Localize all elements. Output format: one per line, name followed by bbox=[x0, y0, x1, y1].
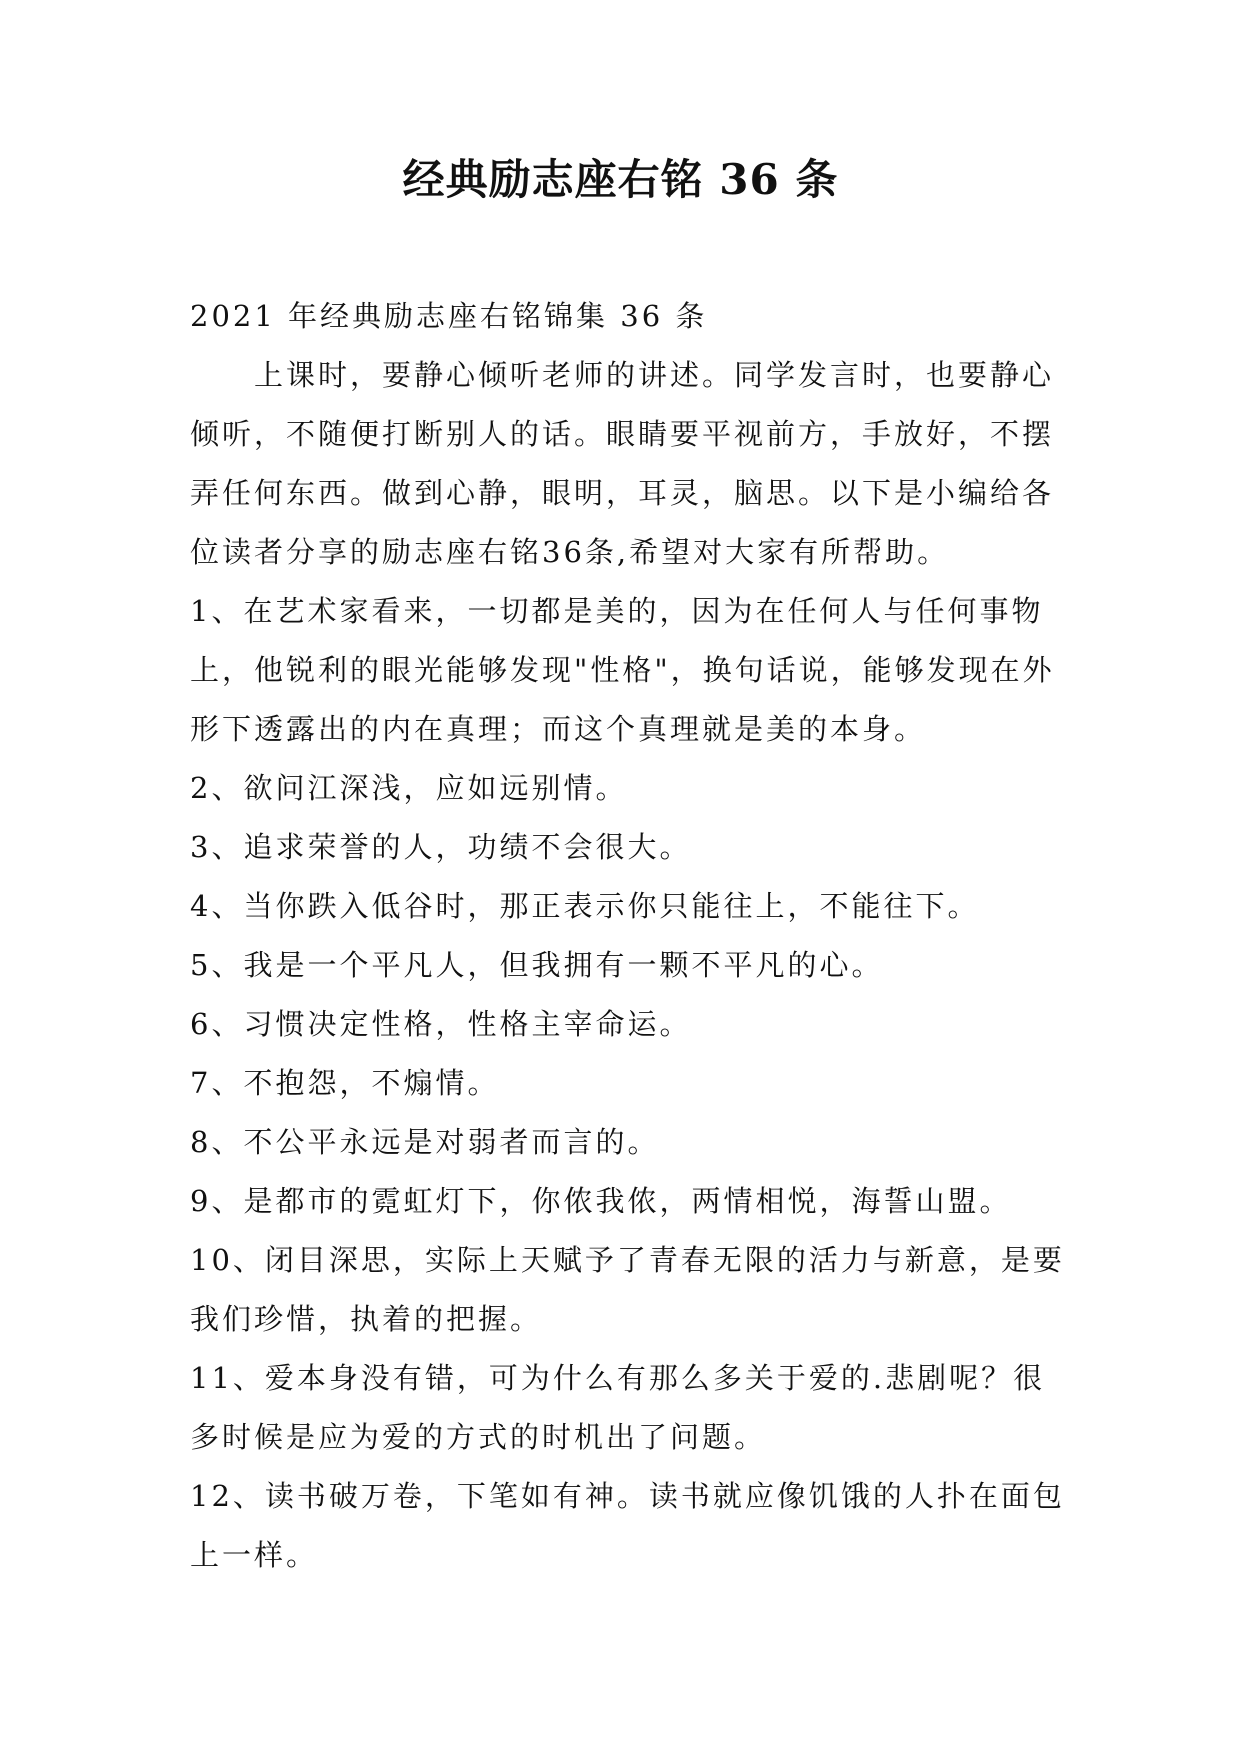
document-title: 经典励志座右铭 36 条 bbox=[402, 155, 839, 204]
motto-item-9: 9、是都市的霓虹灯下，你侬我侬，两情相悦，海誓山盟。 bbox=[190, 1184, 1012, 1218]
motto-item-5: 5、我是一个平凡人，但我拥有一颗不平凡的心。 bbox=[190, 948, 884, 982]
motto-item-8: 8、不公平永远是对弱者而言的。 bbox=[190, 1125, 660, 1159]
intro-paragraph: 上课时，要静心倾听老师的讲述。同学发言时，也要静心倾听，不随便打断别人的话。眼睛要平视前方，手放好，不摆弄任何东西。做到心静，眼明，耳灵，脑思。以下是小编给各位读者分享的励志座右铭36条,希望对大家有所帮助。 bbox=[190, 358, 1055, 569]
motto-item-2: 2、欲问江深浅，应如远别情。 bbox=[190, 771, 628, 805]
motto-item-6: 6、习惯决定性格，性格主宰命运。 bbox=[190, 1007, 692, 1041]
motto-item-3: 3、追求荣誉的人，功绩不会很大。 bbox=[190, 830, 692, 864]
motto-item-12: 12、读书破万卷，下笔如有神。读书就应像饥饿的人扑在面包上一样。 bbox=[190, 1479, 1065, 1572]
document-subtitle: 2021 年经典励志座右铭锦集 36 条 bbox=[190, 299, 708, 333]
motto-item-7: 7、不抱怨，不煽情。 bbox=[190, 1066, 500, 1100]
motto-item-1: 1、在艺术家看来，一切都是美的，因为在任何人与任何事物上，他锐利的眼光能够发现"性格"，换句话说，能够发现在外形下透露出的内在真理；而这个真理就是美的本身。 bbox=[190, 594, 1055, 746]
motto-item-11: 11、爱本身没有错，可为什么有那么多关于爱的.悲剧呢？很多时候是应为爱的方式的时机出了问题。 bbox=[190, 1361, 1046, 1454]
motto-item-10: 10、闭目深思，实际上天赋予了青春无限的活力与新意，是要我们珍惜，执着的把握。 bbox=[190, 1243, 1065, 1336]
motto-item-4: 4、当你跌入低谷时，那正表示你只能往上，不能往下。 bbox=[190, 889, 980, 923]
document-body bbox=[190, 287, 1070, 1585]
